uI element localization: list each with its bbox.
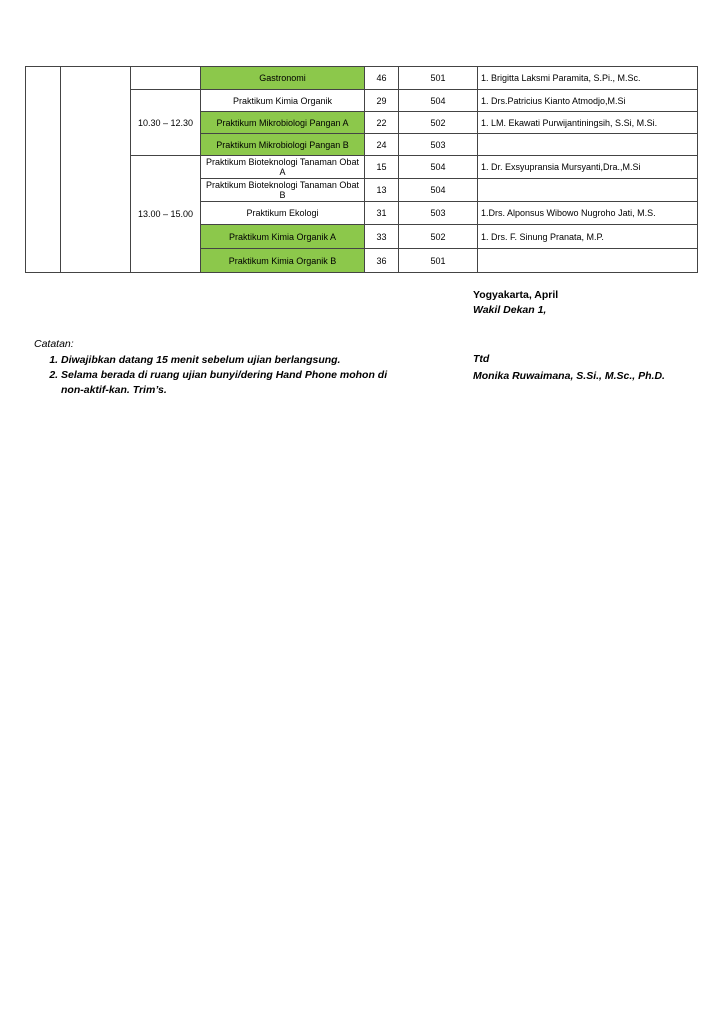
notes-section bbox=[34, 338, 391, 398]
note-text: Selama berada di ruang ujian bunyi/dering Hand Phone mohon di non-aktif-kan. Trim’s. bbox=[61, 369, 388, 396]
note-item bbox=[61, 368, 391, 398]
signature-ttd: Ttd bbox=[473, 353, 490, 365]
lecturer-cell bbox=[478, 134, 698, 156]
place-date: Yogyakarta, April bbox=[473, 289, 559, 301]
time-cell: 10.30 – 12.30 bbox=[131, 90, 201, 156]
count-cell: 22 bbox=[365, 112, 399, 134]
blank-col-2 bbox=[61, 67, 131, 273]
count-cell: 15 bbox=[365, 156, 399, 179]
signatory-position: Wakil Dekan 1, bbox=[473, 304, 547, 316]
course-cell: Praktikum Kimia Organik B bbox=[201, 249, 365, 273]
blank-col-1 bbox=[26, 67, 61, 273]
room-cell: 504 bbox=[399, 90, 478, 112]
time-cell: 13.00 – 15.00 bbox=[131, 156, 201, 273]
count-cell: 29 bbox=[365, 90, 399, 112]
count-cell: 33 bbox=[365, 225, 399, 249]
table-row bbox=[26, 67, 698, 90]
room-cell: 501 bbox=[399, 249, 478, 273]
lecturer-cell bbox=[478, 249, 698, 273]
lecturer-cell bbox=[478, 179, 698, 202]
lecturer-cell: 1. Dr. Exsyupransia Mursyanti,Dra.,M.Si bbox=[478, 156, 698, 179]
note-text: Diwajibkan datang 15 menit sebelum ujian berlangsung. bbox=[61, 354, 341, 366]
lecturer-cell: 1. Drs.Patricius Kianto Atmodjo,M.Si bbox=[478, 90, 698, 112]
room-cell: 503 bbox=[399, 202, 478, 225]
count-cell: 31 bbox=[365, 202, 399, 225]
course-cell: Praktikum Kimia Organik A bbox=[201, 225, 365, 249]
exam-schedule-table bbox=[25, 66, 698, 273]
time-cell bbox=[131, 67, 201, 90]
room-cell: 504 bbox=[399, 156, 478, 179]
notes-title: Catatan: bbox=[34, 338, 74, 350]
room-cell: 504 bbox=[399, 179, 478, 202]
lecturer-cell: 1. LM. Ekawati Purwijantiningsih, S.Si, M.Si. bbox=[478, 112, 698, 134]
note-item bbox=[61, 353, 391, 368]
count-cell: 13 bbox=[365, 179, 399, 202]
room-cell: 501 bbox=[399, 67, 478, 90]
course-cell: Praktikum Ekologi bbox=[201, 202, 365, 225]
course-cell: Praktikum Bioteknologi Tanaman Obat B bbox=[201, 179, 365, 202]
notes-list bbox=[34, 353, 391, 398]
course-cell: Praktikum Bioteknologi Tanaman Obat A bbox=[201, 156, 365, 179]
course-cell: Praktikum Mikrobiologi Pangan B bbox=[201, 134, 365, 156]
course-cell: Praktikum Mikrobiologi Pangan A bbox=[201, 112, 365, 134]
count-cell: 36 bbox=[365, 249, 399, 273]
lecturer-cell: 1.Drs. Alponsus Wibowo Nugroho Jati, M.S. bbox=[478, 202, 698, 225]
count-cell: 46 bbox=[365, 67, 399, 90]
count-cell: 24 bbox=[365, 134, 399, 156]
room-cell: 503 bbox=[399, 134, 478, 156]
lecturer-cell: 1. Brigitta Laksmi Paramita, S.Pi., M.Sc. bbox=[478, 67, 698, 90]
signatory-name: Monika Ruwaimana, S.Si., M.Sc., Ph.D. bbox=[473, 370, 665, 382]
course-cell: Gastronomi bbox=[201, 67, 365, 90]
room-cell: 502 bbox=[399, 112, 478, 134]
lecturer-cell: 1. Drs. F. Sinung Pranata, M.P. bbox=[478, 225, 698, 249]
course-cell: Praktikum Kimia Organik bbox=[201, 90, 365, 112]
room-cell: 502 bbox=[399, 225, 478, 249]
